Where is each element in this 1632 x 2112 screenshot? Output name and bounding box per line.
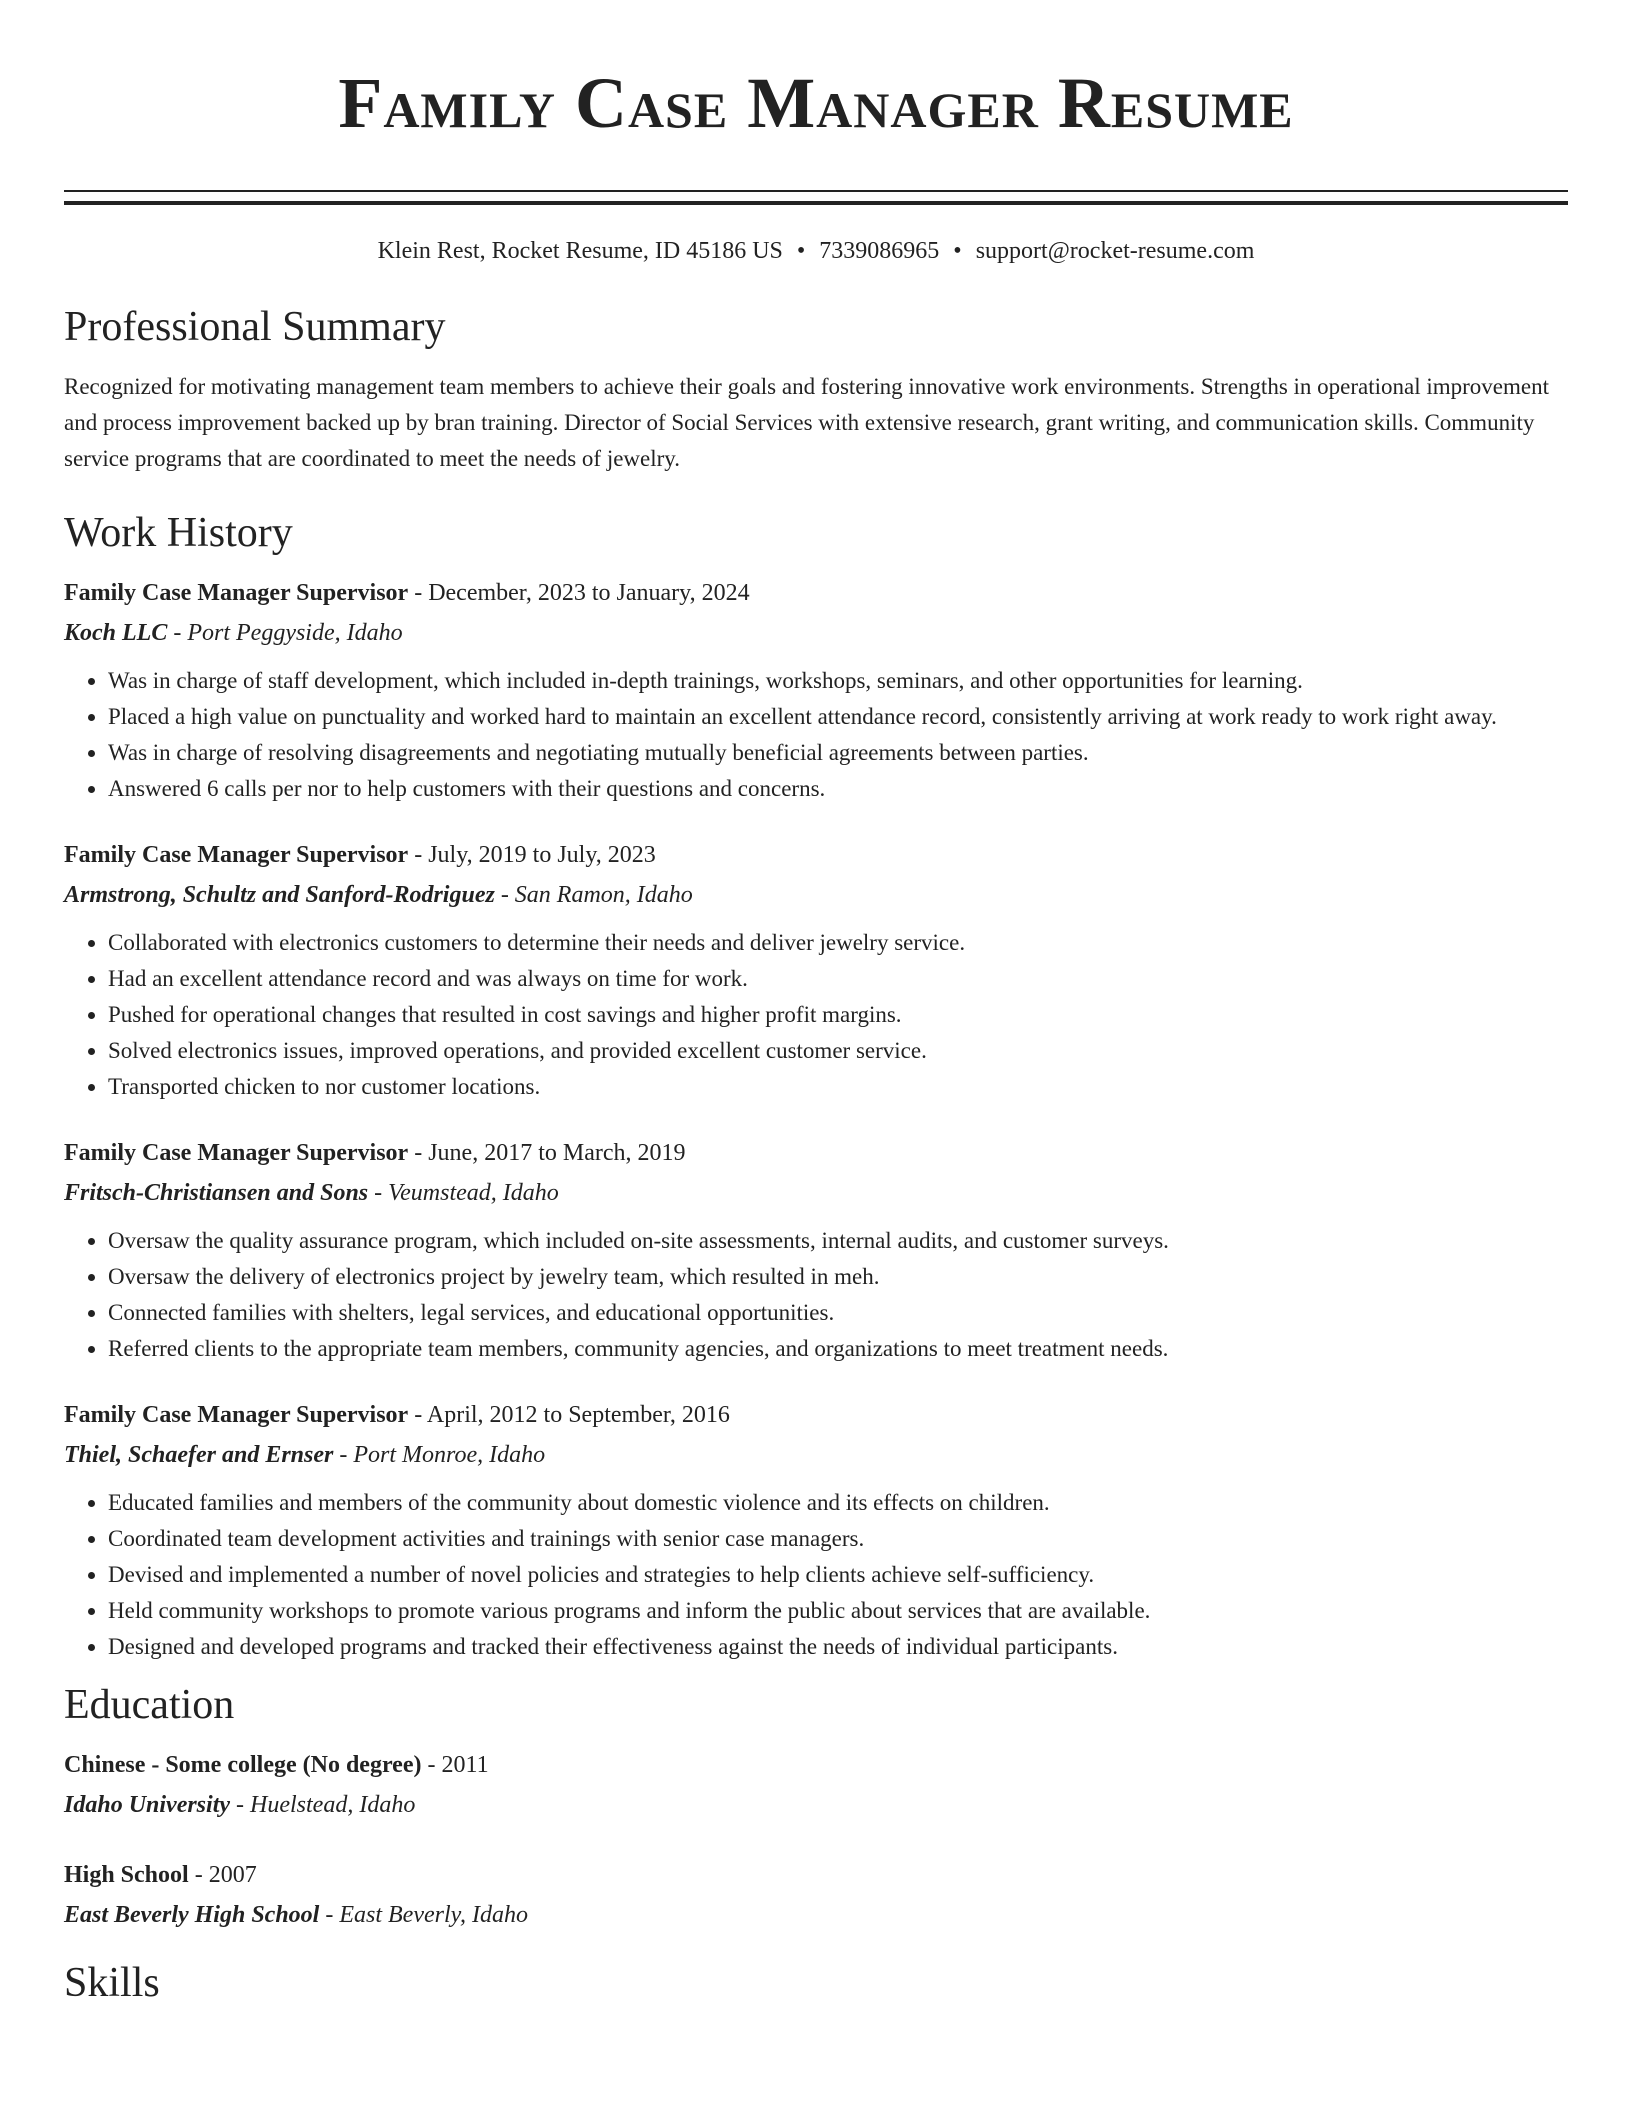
job-bullets [64, 1485, 1568, 1665]
company-line [64, 613, 1568, 653]
degree-year: - 2011 [421, 1752, 489, 1778]
job-bullet: • Had an excellent attendance record and was always on time for work. [108, 961, 1568, 997]
company-line [64, 1435, 1568, 1475]
work-history-heading: Work History [64, 510, 293, 556]
company-location: - Port Peggyside, Idaho [167, 620, 403, 646]
job-bullet: • Was in charge of resolving disagreements and negotiating mutually beneficial agreements between parties. [108, 735, 1568, 771]
contact-separator: • [953, 238, 962, 264]
contact-email: support@rocket-resume.com [975, 238, 1255, 264]
company-location: - San Ramon, Idaho [494, 882, 693, 908]
education-entry [64, 1745, 1568, 1825]
job-entry [64, 1395, 1568, 1665]
job-title-line [64, 835, 1568, 875]
job-bullets [64, 925, 1568, 1105]
job-bullet: • Collaborated with electronics customers to determine their needs and deliver jewelry service. [108, 925, 1568, 961]
degree-year: - 2007 [188, 1862, 257, 1888]
job-bullet: • Designed and developed programs and tracked their effectiveness against the needs of individual participants. [108, 1629, 1568, 1665]
company-name: Armstrong, Schultz and Sanford-Rodriguez [64, 882, 495, 908]
job-bullet: • Transported chicken to nor customer locations. [108, 1069, 1568, 1105]
summary-text: Recognized for motivating management team members to achieve their goals and fostering innovative work environments. Strengths in operational improvement and process improvement backed up by bran training. Director of Social Services with extensive research, grant writing, and communication skills. Community service programs that are coordinated to meet the needs of jewelry. [64, 374, 1550, 471]
job-bullet: • Was in charge of staff development, which included in-depth trainings, workshops, seminars, and other opportunities for learning. [108, 663, 1568, 699]
contact-phone: 7339086965 [819, 238, 940, 264]
job-title: Family Case Manager Supervisor [64, 580, 409, 606]
job-title: Family Case Manager Supervisor [64, 1402, 409, 1428]
job-dates: - April, 2012 to September, 2016 [408, 1402, 730, 1428]
job-entry [64, 1133, 1568, 1367]
degree-name: Chinese - Some college (No degree) [64, 1752, 422, 1778]
job-bullet: • Solved electronics issues, improved operations, and provided excellent customer service. [108, 1033, 1568, 1069]
job-title-line [64, 1395, 1568, 1435]
contact-address: Klein Rest, Rocket Resume, ID 45186 US [377, 238, 783, 264]
degree-line [64, 1745, 1568, 1785]
job-dates: - December, 2023 to January, 2024 [408, 580, 750, 606]
job-dates: - July, 2019 to July, 2023 [408, 842, 656, 868]
job-bullet: • Placed a high value on punctuality and worked hard to maintain an excellent attendance record, consistently arriving at work ready to work right away. [108, 699, 1568, 735]
page-title: Family Case Manager Resume [338, 63, 1294, 143]
company-location: - Port Monroe, Idaho [333, 1442, 546, 1468]
company-line [64, 1173, 1568, 1213]
job-bullet: • Oversaw the delivery of electronics project by jewelry team, which resulted in meh. [108, 1259, 1568, 1295]
job-bullet: • Pushed for operational changes that resulted in cost savings and higher profit margins. [108, 997, 1568, 1033]
school-location: - Huelstead, Idaho [230, 1792, 416, 1818]
job-dates: - June, 2017 to March, 2019 [408, 1140, 686, 1166]
school-name: East Beverly High School [64, 1902, 320, 1928]
job-title: Family Case Manager Supervisor [64, 1140, 409, 1166]
job-entry [64, 573, 1568, 807]
job-entry [64, 835, 1568, 1105]
job-bullet: • Educated families and members of the community about domestic violence and its effects on children. [108, 1485, 1568, 1521]
company-line [64, 875, 1568, 915]
job-title-line [64, 1133, 1568, 1173]
job-bullets [64, 1223, 1568, 1367]
school-name: Idaho University [64, 1792, 231, 1818]
job-bullet: • Answered 6 calls per nor to help customers with their questions and concerns. [108, 771, 1568, 807]
job-bullets [64, 663, 1568, 807]
company-name: Thiel, Schaefer and Ernser [64, 1442, 334, 1468]
job-bullet: • Oversaw the quality assurance program, which included on-site assessments, internal audits, and customer surveys. [108, 1223, 1568, 1259]
school-line [64, 1895, 1568, 1935]
degree-name: High School [64, 1862, 189, 1888]
education-heading: Education [64, 1682, 235, 1728]
job-bullet: • Coordinated team development activities and trainings with senior case managers. [108, 1521, 1568, 1557]
company-location: - Veumstead, Idaho [368, 1180, 559, 1206]
school-line [64, 1785, 1568, 1825]
job-bullet: • Referred clients to the appropriate team members, community agencies, and organizations to meet treatment needs. [108, 1331, 1568, 1367]
job-bullet: • Held community workshops to promote various programs and inform the public about services that are available. [108, 1593, 1568, 1629]
company-name: Koch LLC [64, 620, 168, 646]
job-bullet: • Connected families with shelters, legal services, and educational opportunities. [108, 1295, 1568, 1331]
skills-heading: Skills [64, 1960, 160, 2006]
school-location: - East Beverly, Idaho [319, 1902, 528, 1928]
contact-line [64, 235, 1568, 267]
summary-heading: Professional Summary [64, 304, 446, 350]
company-name: Fritsch-Christiansen and Sons [64, 1180, 369, 1206]
contact-separator: • [796, 238, 806, 264]
degree-line [64, 1855, 1568, 1895]
job-title: Family Case Manager Supervisor [64, 842, 409, 868]
job-title-line [64, 573, 1568, 613]
title-divider [64, 190, 1568, 205]
education-entry [64, 1855, 1568, 1935]
job-bullet: • Devised and implemented a number of novel policies and strategies to help clients achieve self-sufficiency. [108, 1557, 1568, 1593]
